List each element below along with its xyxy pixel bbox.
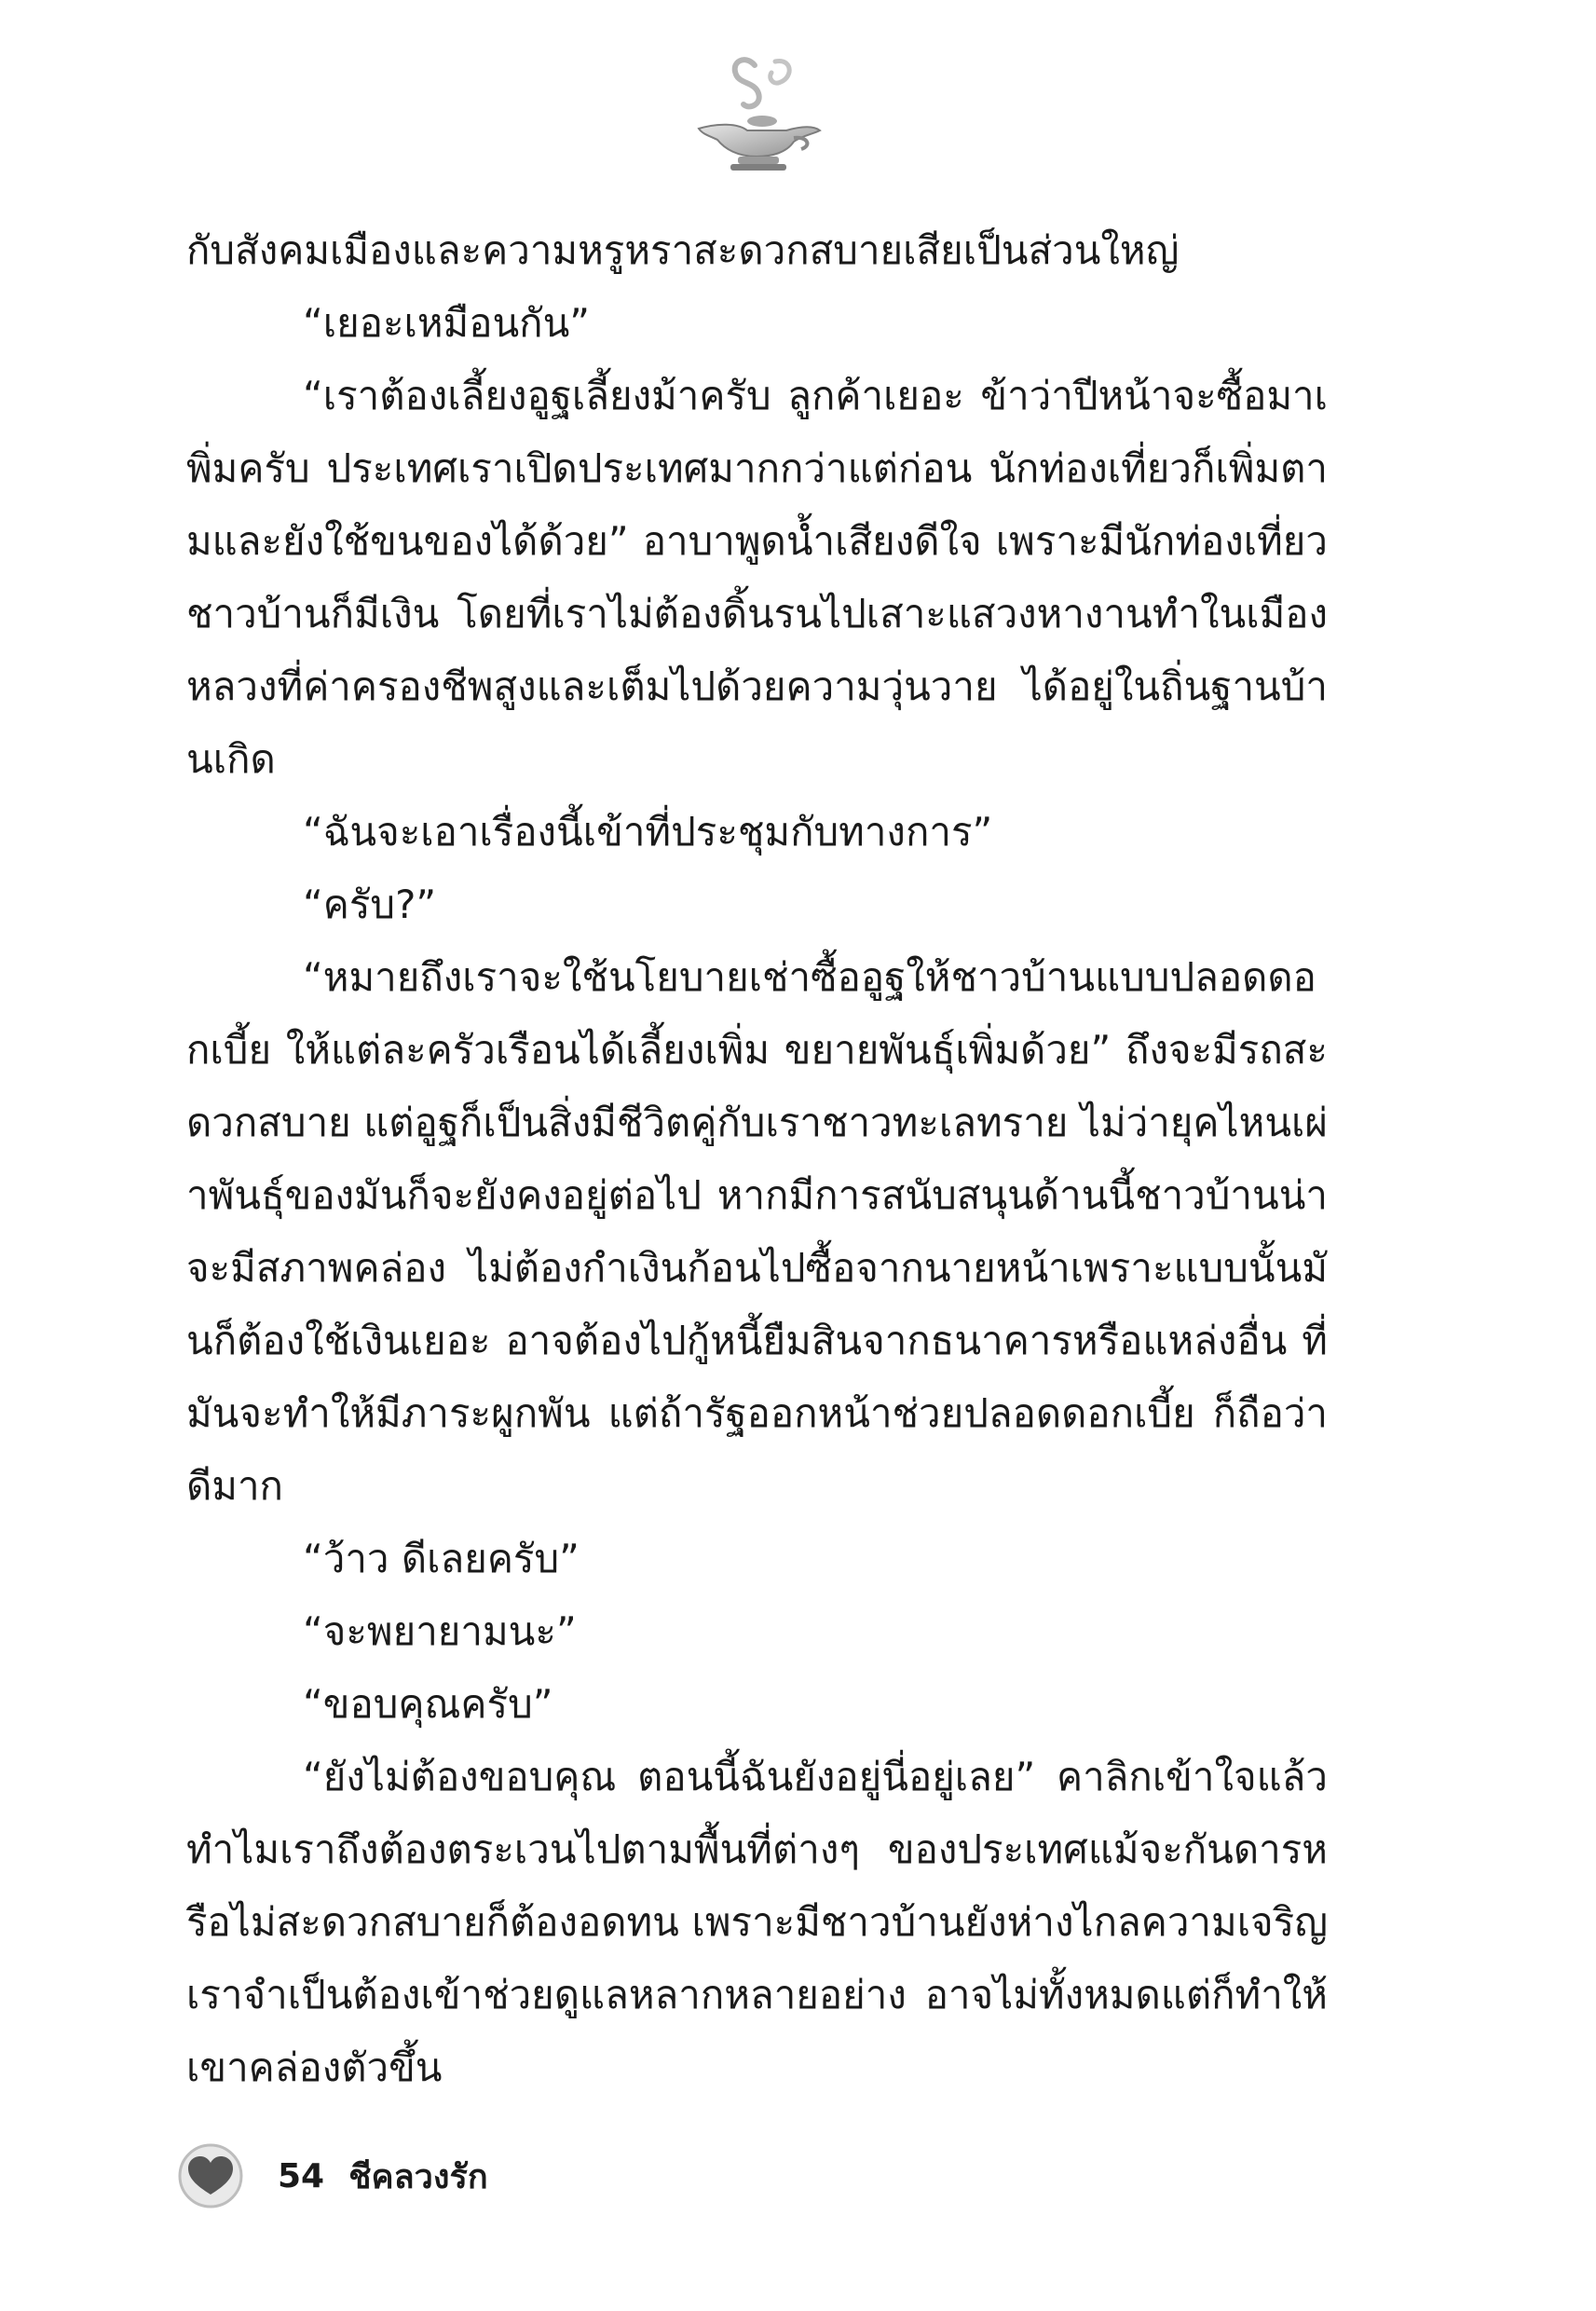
paragraph: “ว้าว ดีเลยครับ”	[303, 1536, 580, 1581]
paragraph: “ขอบคุณครับ”	[303, 1681, 553, 1727]
paragraph: “จะพยายามนะ”	[303, 1608, 577, 1654]
paragraph: “เราต้องเลี้ยงอูฐเลี้ยงม้าครับ ลูกค้าเยอะ ข้าว่าปีหน้าจะซื้อมาเพิ่มครับ ประเทศเราเปิดประเทศมากกว่าแต่ก่อน นักท่องเที่ยวก็เพิ่มตามและยังใช้ขนของได้ด้วย” อาบาพูดน้ำเสียงดีใจ เพราะมีนักท่องเที่ยวชาวบ้านก็มีเงิน โดยที่เราไม่ต้องดิ้นรนไปเสาะแสวงหางานทำในเมืองหลวงที่ค่าครองชีพสูงและเต็มไปด้วยความวุ่นวาย ได้อยู่ในถิ่นฐานบ้านเกิด	[186, 373, 1328, 782]
paragraph: “เยอะเหมือนกัน”	[303, 300, 591, 346]
page-number: 54	[278, 2156, 325, 2195]
page-footer	[177, 2143, 488, 2208]
paragraph: “ยังไม่ต้องขอบคุณ ตอนนี้ฉันยังอยู่นี่อยู่เลย” คาลิกเข้าใจแล้วทำไมเราถึงต้องตระเวนไปตามพื้นที่ต่างๆ ของประเทศแม้จะกันดารหรือไม่สะดวกสบายก็ต้องอดทน เพราะมีชาวบ้านยังห่างไกลความเจริญเราจำเป็นต้องเข้าช่วยดูแลหลากหลายอย่าง อาจไม่ทั้งหมดแต่ก็ทำให้เขาคล่องตัวขึ้น	[186, 1754, 1328, 2090]
paragraph: “ครับ?”	[303, 882, 437, 927]
paragraph: กับสังคมเมืองและความหรูหราสะดวกสบายเสียเป็นส่วนใหญ่	[186, 227, 1180, 273]
page-body	[186, 214, 1328, 2104]
genie-lamp-icon	[689, 56, 829, 177]
paragraph: “ฉันจะเอาเรื่องนี้เข้าที่ประชุมกับทางการ”	[303, 809, 993, 855]
heart-icon	[177, 2142, 244, 2209]
book-title: ชีคลวงรัก	[348, 2157, 488, 2196]
paragraph: “หมายถึงเราจะใช้นโยบายเช่าซื้ออูฐให้ชาวบ้านแบบปลอดดอกเบี้ย ให้แต่ละครัวเรือนได้เลี้ยงเพิ่ม ขยายพันธุ์เพิ่มด้วย” ถึงจะมีรถสะดวกสบาย แต่อูฐก็เป็นสิ่งมีชีวิตคู่กับเราชาวทะเลทราย ไม่ว่ายุคไหนเผ่าพันธุ์ของมันก็จะยังคงอยู่ต่อไป หากมีการสนับสนุนด้านนี้ชาวบ้านน่าจะมีสภาพคล่อง ไม่ต้องกำเงินก้อนไปซื้อจากนายหน้าเพราะแบบนั้นมันก็ต้องใช้เงินเยอะ อาจต้องไปกู้หนี้ยืมสินจากธนาคารหรือแหล่งอื่น ที่มันจะทำให้มีภาระผูกพัน แต่ถ้ารัฐออกหน้าช่วยปลอดดอกเบี้ย ก็ถือว่าดีมาก	[186, 954, 1328, 1509]
